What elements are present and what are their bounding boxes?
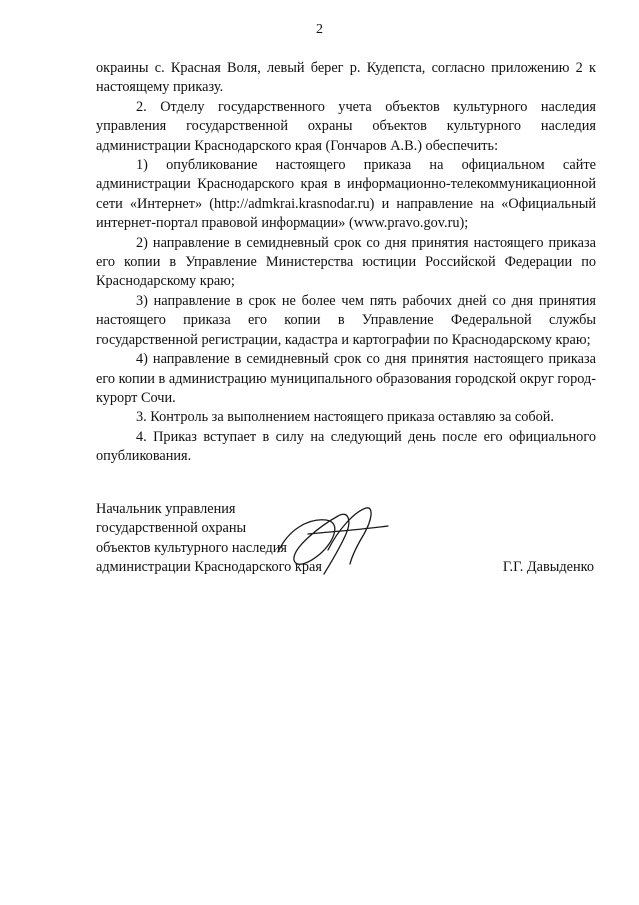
signer-role-line: государственной охраны — [96, 520, 247, 537]
paragraph: 4) направление в семидневный срок со дня принятия настоящего приказа его копии в администрацию муниципального образования городской округ город-курорт Сочи. — [96, 351, 596, 406]
paragraph: 2. Отделу государственного учета объектов культурного наследия управления государственной охраны объектов культурного наследия администрации Краснодарского края (Гончаров А.В.) обеспечить: — [96, 98, 596, 154]
paragraph: 2) направление в семидневный срок со дня принятия настоящего приказа его копии в Управление Министерства юстиции Российской Федерации по Краснодарскому краю; — [96, 234, 596, 290]
paragraph: 1) опубликование настоящего приказа на официальном сайте администрации Краснодарского края в информационно-телекоммуникационной сети «Интернет» (http://admkrai.krasnodar.ru) и направление на «Официальный интернет-портал правовой информации» (www.pravo.gov.ru); — [96, 157, 596, 232]
paragraph: 4. Приказ вступает в силу на следующий день после его официального опубликования. — [96, 428, 596, 465]
signer-role-line: Начальник управления — [96, 501, 236, 517]
signatory-name: Г.Г. Давыденко — [502, 559, 594, 576]
signature-block — [96, 500, 596, 578]
signer-role-line: администрации Краснодарского края — [96, 559, 322, 576]
paragraph: окраины с. Красная Воля, левый берег р. Кудепста, согласно приложению 2 к настоящему приказу. — [96, 60, 596, 96]
signer-role-line: объектов культурного наследия — [96, 539, 287, 556]
page-number: 2 — [316, 22, 323, 37]
paragraph: 3) направление в срок не более чем пять рабочих дней со дня принятия настоящего приказа его копии в Управление Федеральной службы государственной регистрации, кадастра и картографии по Краснодарскому краю; — [96, 292, 596, 348]
document-body — [96, 59, 596, 467]
paragraph: 3. Контроль за выполнением настоящего приказа оставляю за собой. — [136, 409, 555, 426]
